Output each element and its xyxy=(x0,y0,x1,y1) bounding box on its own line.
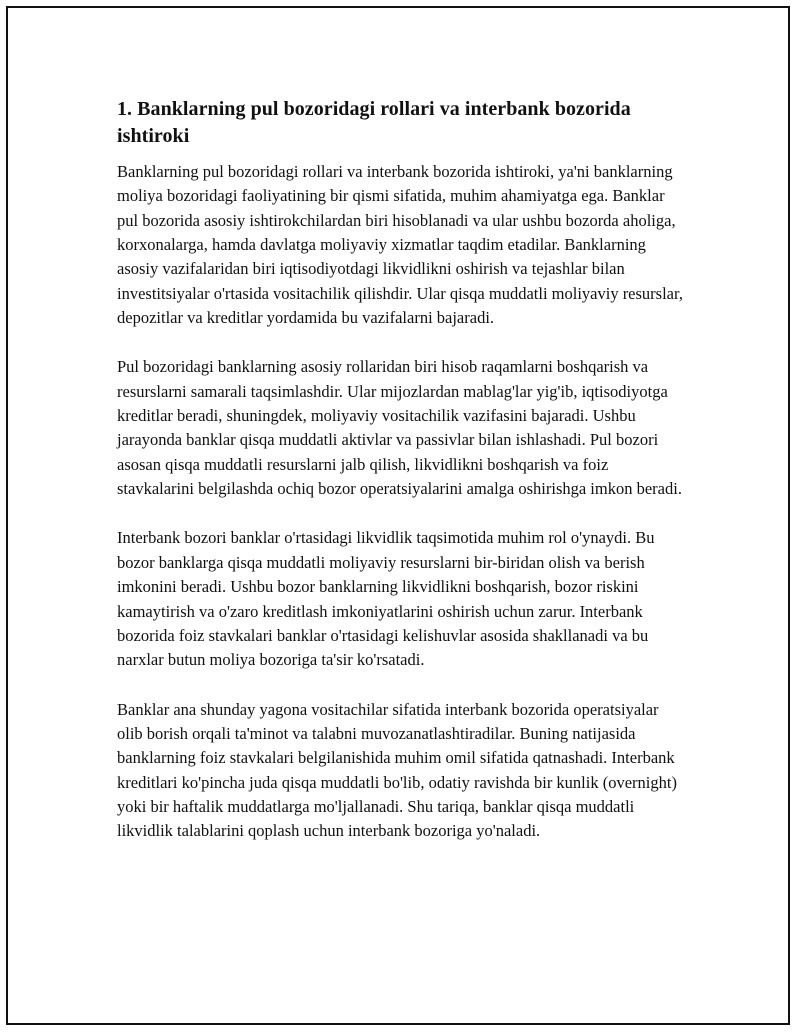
document-body xyxy=(117,96,687,869)
paragraph-3: Interbank bozori banklar o'rtasidagi likvidlik taqsimotida muhim rol o'ynaydi. Bu bozor banklarga qisqa muddatli moliyaviy resurslarni bir-biridan olish va berish imkonini beradi. Ushbu bozor banklarning likvidlikni boshqarish, bozor riskini kamaytirish va o'zaro kreditlash imkoniyatlarini oshirish uchun zarur. Interbank bozorida foiz stavkalari banklar o'rtasidagi kelishuvlar asosida shakllanadi va bu narxlar butun moliya bozoriga ta'sir ko'rsatadi. xyxy=(117,528,655,670)
paragraph-4: Banklar ana shunday yagona vositachilar sifatida interbank bozorida operatsiyalar olib borish orqali ta'minot va talabni muvozanatlashtiradilar. Buning natijasida banklarning foiz stavkalari belgilanishida muhim omil sifatida qatnashadi. Interbank kreditlari ko'pincha juda qisqa muddatli bo'lib, odatiy ravishda bir kunlik (overnight) yoki bir haftalik muddatlarga mo'ljallanadi. Shu tariqa, banklar qisqa muddatli likvidlik talablarini qoplash uchun interbank bozoriga yo'naladi. xyxy=(117,699,677,841)
paragraph-1: Banklarning pul bozoridagi rollari va interbank bozorida ishtiroki, ya'ni banklarning moliya bozoridagi faoliyatining bir qismi sifatida, muhim ahamiyatga ega. Banklar pul bozorida asosiy ishtirokchilardan biri hisoblanadi va ular ushbu bozorda aholiga, korxonalarga, hamda davlatga moliyaviy xizmatlar taqdim etadilar. Banklarning asosiy vazifalaridan biri iqtisodiyotdagi likvidlikni oshirish va tejashlar bilan investitsiyalar o'rtasida vositachilik qilishdir. Ular qisqa muddatli moliyaviy resurslar, depozitlar va kreditlar yordamida bu vazifalarni bajaradi. xyxy=(117,162,683,328)
paragraph-2: Pul bozoridagi banklarning asosiy rollaridan biri hisob raqamlarni boshqarish va resurslarni samarali taqsimlashdir. Ular mijozlardan mablag'lar yig'ib, iqtisodiyotga kreditlar beradi, shuningdek, moliyaviy vositachilik vazifasini bajaradi. Ushbu jarayonda banklar qisqa muddatli aktivlar va passivlar bilan ishlashadi. Pul bozori asosan qisqa muddatli resurslarni jalb qilish, likvidlikni boshqarish va foiz stavkalarini belgilashda ochiq bozor operatsiyalarini amalga oshirishga imkon beradi. xyxy=(117,357,682,499)
section-title: 1. Banklarning pul bozoridagi rollari va interbank bozorida ishtiroki xyxy=(117,98,631,147)
